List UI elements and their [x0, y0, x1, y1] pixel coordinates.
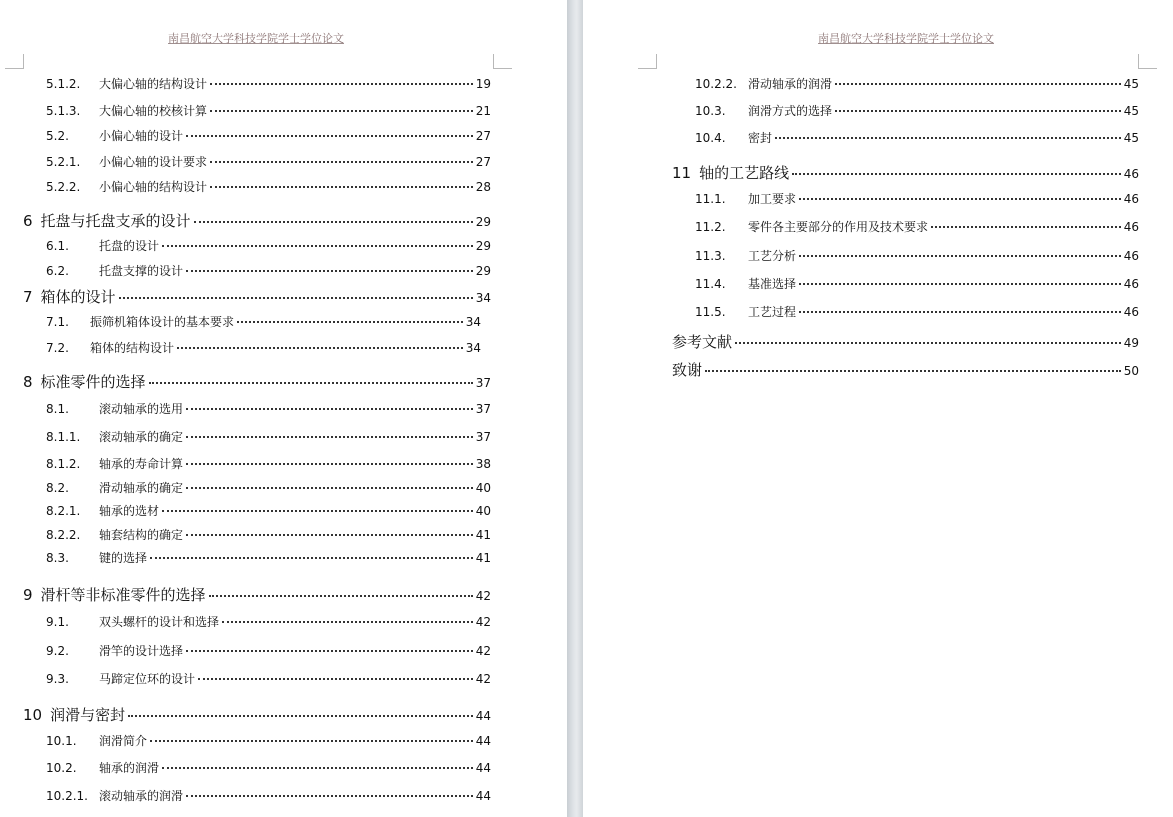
- toc-entry-number: 9.1.: [46, 615, 69, 629]
- page-header: 南昌航空大学科技学院学士学位论文: [168, 32, 344, 45]
- toc-entry[interactable]: [695, 102, 1139, 119]
- dot-leader: [186, 436, 473, 438]
- toc-entry-number: 6.2.: [46, 264, 69, 278]
- toc-entry[interactable]: [46, 75, 491, 92]
- dot-leader: [194, 221, 473, 223]
- toc-entry[interactable]: [46, 732, 491, 749]
- toc-entry-title: 滚动轴承的润滑: [99, 789, 184, 803]
- toc-entry-page-number: 44: [475, 734, 491, 748]
- toc-entry-page-number: 44: [475, 789, 491, 803]
- toc-entry[interactable]: [695, 129, 1139, 146]
- toc-entry-page-number: 27: [475, 129, 491, 143]
- toc-entry-page-number: 40: [475, 504, 491, 518]
- toc-entry-number: 10.2.2.: [695, 77, 737, 91]
- toc-entry[interactable]: [46, 428, 491, 445]
- toc-entry[interactable]: [672, 162, 1139, 183]
- toc-entry-number: 10.2.: [46, 761, 77, 775]
- toc-entry-title: 工艺过程: [748, 305, 797, 319]
- toc-entry-number: 5.2.1.: [46, 155, 81, 169]
- page-gap: [567, 0, 583, 817]
- toc-entry[interactable]: [46, 549, 491, 566]
- toc-entry-number: 8.2.: [46, 481, 69, 495]
- toc-entry-number: 8: [23, 373, 33, 391]
- toc-entry-number: 10.3.: [695, 104, 726, 118]
- toc-entry-page-number: 34: [465, 315, 481, 329]
- dot-leader: [237, 321, 463, 323]
- dot-leader: [799, 283, 1121, 285]
- toc-entry-number: 8.1.2.: [46, 457, 81, 471]
- dot-leader: [162, 767, 473, 769]
- dot-leader: [835, 110, 1121, 112]
- dot-leader: [186, 534, 473, 536]
- toc-entry-title: 参考文献: [672, 333, 733, 351]
- toc-entry-page-number: 37: [475, 376, 491, 390]
- toc-entry-page-number: 41: [475, 528, 491, 542]
- toc-entry-title: 润滑方式的选择: [748, 104, 833, 118]
- toc-entry-page-number: 46: [1123, 192, 1139, 206]
- toc-entry-title: 滑杆等非标准零件的选择: [40, 586, 206, 604]
- toc-entry[interactable]: [695, 247, 1139, 264]
- toc-entry-page-number: 27: [475, 155, 491, 169]
- toc-entry-number: 5.2.2.: [46, 180, 81, 194]
- toc-entry-page-number: 42: [475, 589, 491, 603]
- dot-leader: [149, 382, 473, 384]
- toc-entry-title: 滑竿的设计选择: [99, 644, 184, 658]
- toc-entry-page-number: 42: [475, 672, 491, 686]
- toc-entry-number: 11: [672, 164, 692, 182]
- toc-entry-page-number: 45: [1123, 104, 1139, 118]
- toc-entry[interactable]: [46, 339, 481, 356]
- toc-entry-title: 小偏心轴的设计: [99, 129, 184, 143]
- dot-leader: [162, 245, 473, 247]
- toc-entry-page-number: 40: [475, 481, 491, 495]
- dot-leader: [150, 557, 473, 559]
- toc-entry-page-number: 45: [1123, 131, 1139, 145]
- toc-entry-number: 10: [23, 706, 43, 724]
- toc-entry[interactable]: [672, 331, 1139, 352]
- toc-entry-number: 11.5.: [695, 305, 726, 319]
- toc-entry-page-number: 21: [475, 104, 491, 118]
- dot-leader: [799, 311, 1121, 313]
- dot-leader: [792, 173, 1121, 175]
- toc-entry-page-number: 46: [1123, 249, 1139, 263]
- toc-entry[interactable]: [46, 262, 491, 279]
- toc-entry-number: 11.4.: [695, 277, 726, 291]
- toc-entry-title: 致谢: [672, 361, 703, 379]
- toc-entry-page-number: 29: [475, 215, 491, 229]
- toc-entry-title: 小偏心轴的结构设计: [99, 180, 208, 194]
- table-of-contents: [0, 0, 567, 817]
- toc-entry[interactable]: [46, 526, 491, 543]
- toc-entry-number: 11.1.: [695, 192, 726, 206]
- toc-entry-title: 箱体的设计: [40, 288, 116, 306]
- toc-entry-title: 托盘与托盘支承的设计: [40, 212, 191, 230]
- toc-entry-page-number: 45: [1123, 77, 1139, 91]
- toc-entry-number: 10.4.: [695, 131, 726, 145]
- toc-entry-title: 滚动轴承的选用: [99, 402, 184, 416]
- toc-entry-page-number: 42: [475, 644, 491, 658]
- toc-entry[interactable]: [23, 286, 491, 307]
- toc-entry[interactable]: [46, 313, 481, 330]
- toc-entry-number: 9: [23, 586, 33, 604]
- toc-entry[interactable]: [46, 642, 491, 659]
- toc-entry-title: 轴的工艺路线: [699, 164, 790, 182]
- toc-entry-number: 5.2.: [46, 129, 69, 143]
- toc-entry[interactable]: [23, 584, 491, 605]
- toc-entry-title: 密封: [748, 131, 773, 145]
- toc-entry-number: 7: [23, 288, 33, 306]
- toc-entry[interactable]: [46, 153, 491, 170]
- dot-leader: [177, 347, 463, 349]
- dot-leader: [128, 715, 473, 717]
- toc-entry-title: 振筛机箱体设计的基本要求: [90, 315, 235, 329]
- toc-entry[interactable]: [695, 75, 1139, 92]
- toc-entry-page-number: 37: [475, 430, 491, 444]
- toc-entry-page-number: 34: [465, 341, 481, 355]
- toc-entry[interactable]: [46, 479, 491, 496]
- toc-entry[interactable]: [695, 190, 1139, 207]
- toc-entry-title: 零件各主要部分的作用及技术要求: [748, 220, 929, 234]
- toc-entry-page-number: 50: [1123, 364, 1139, 378]
- toc-entry-title: 润滑与密封: [50, 706, 126, 724]
- toc-entry[interactable]: [695, 303, 1139, 320]
- dot-leader: [210, 186, 473, 188]
- toc-entry-title: 大偏心轴的校核计算: [99, 104, 208, 118]
- dot-leader: [186, 408, 473, 410]
- toc-entry-page-number: 19: [475, 77, 491, 91]
- toc-entry-page-number: 38: [475, 457, 491, 471]
- toc-entry[interactable]: [46, 127, 491, 144]
- dot-leader: [222, 621, 473, 623]
- toc-entry-title: 润滑简介: [99, 734, 148, 748]
- toc-entry-number: 7.2.: [46, 341, 69, 355]
- toc-entry-number: 6: [23, 212, 33, 230]
- dot-leader: [186, 463, 473, 465]
- document-page-right: [583, 0, 1173, 817]
- dot-leader: [931, 226, 1121, 228]
- toc-entry-number: 11.2.: [695, 220, 726, 234]
- toc-entry-number: 8.2.2.: [46, 528, 81, 542]
- toc-entry-title: 托盘的设计: [99, 239, 160, 253]
- dot-leader: [119, 297, 473, 299]
- toc-entry-number: 6.1.: [46, 239, 69, 253]
- toc-entry-title: 轴承的选材: [99, 504, 160, 518]
- toc-entry[interactable]: [695, 218, 1139, 235]
- toc-entry-page-number: 29: [475, 264, 491, 278]
- toc-entry-number: 10.1.: [46, 734, 77, 748]
- toc-entry-number: 5.1.3.: [46, 104, 81, 118]
- toc-entry[interactable]: [695, 275, 1139, 292]
- toc-entry-title: 标准零件的选择: [40, 373, 146, 391]
- dot-leader: [162, 510, 473, 512]
- toc-entry-title: 加工要求: [748, 192, 797, 206]
- dot-leader: [209, 595, 473, 597]
- page-header: 南昌航空大学科技学院学士学位论文: [818, 32, 994, 45]
- toc-entry-title: 托盘支撑的设计: [99, 264, 184, 278]
- toc-entry-title: 滚动轴承的确定: [99, 430, 184, 444]
- toc-entry-page-number: 46: [1123, 277, 1139, 291]
- toc-entry[interactable]: [46, 400, 491, 417]
- toc-entry-page-number: 29: [475, 239, 491, 253]
- dot-leader: [210, 83, 473, 85]
- toc-entry-number: 8.1.: [46, 402, 69, 416]
- toc-entry-number: 8.3.: [46, 551, 69, 565]
- toc-entry-page-number: 49: [1123, 336, 1139, 350]
- toc-entry-page-number: 37: [475, 402, 491, 416]
- toc-entry-number: 7.1.: [46, 315, 69, 329]
- toc-entry-title: 轴套结构的确定: [99, 528, 184, 542]
- toc-entry-page-number: 46: [1123, 220, 1139, 234]
- toc-entry-title: 轴承的润滑: [99, 761, 160, 775]
- toc-entry-page-number: 44: [475, 761, 491, 775]
- dot-leader: [210, 161, 473, 163]
- toc-entry[interactable]: [46, 178, 491, 195]
- toc-entry-title: 轴承的寿命计算: [99, 457, 184, 471]
- toc-entry[interactable]: [46, 237, 491, 254]
- toc-entry-title: 滑动轴承的确定: [99, 481, 184, 495]
- toc-entry-number: 8.1.1.: [46, 430, 81, 444]
- toc-entry[interactable]: [23, 704, 491, 725]
- toc-entry-page-number: 44: [475, 709, 491, 723]
- dot-leader: [735, 342, 1121, 344]
- toc-entry-title: 马蹄定位环的设计: [99, 672, 196, 686]
- toc-entry-number: 8.2.1.: [46, 504, 81, 518]
- toc-entry-title: 双头螺杆的设计和选择: [99, 615, 220, 629]
- toc-entry[interactable]: [46, 759, 491, 776]
- dot-leader: [186, 135, 473, 137]
- dot-leader: [775, 137, 1121, 139]
- toc-entry-page-number: 42: [475, 615, 491, 629]
- toc-entry-title: 基准选择: [748, 277, 797, 291]
- dot-leader: [186, 650, 473, 652]
- toc-entry[interactable]: [23, 371, 491, 392]
- toc-entry[interactable]: [46, 670, 491, 687]
- dot-leader: [150, 740, 473, 742]
- toc-entry[interactable]: [46, 502, 491, 519]
- toc-entry-title: 大偏心轴的结构设计: [99, 77, 208, 91]
- toc-entry-title: 滑动轴承的润滑: [748, 77, 833, 91]
- table-of-contents: [583, 0, 1173, 817]
- dot-leader: [186, 487, 473, 489]
- dot-leader: [198, 678, 473, 680]
- document-page-left: [0, 0, 567, 817]
- toc-entry[interactable]: [46, 613, 491, 630]
- toc-entry-page-number: 28: [475, 180, 491, 194]
- toc-entry-page-number: 34: [475, 291, 491, 305]
- toc-entry-title: 小偏心轴的设计要求: [99, 155, 208, 169]
- toc-entry-number: 9.3.: [46, 672, 69, 686]
- toc-entry-title: 工艺分析: [748, 249, 797, 263]
- toc-entry[interactable]: [46, 102, 491, 119]
- dot-leader: [799, 255, 1121, 257]
- dot-leader: [835, 83, 1121, 85]
- toc-entry-title: 箱体的结构设计: [90, 341, 175, 355]
- toc-entry-number: 11.3.: [695, 249, 726, 263]
- toc-entry-number: 5.1.2.: [46, 77, 81, 91]
- toc-entry-page-number: 41: [475, 551, 491, 565]
- toc-entry[interactable]: [23, 210, 491, 231]
- dot-leader: [210, 110, 473, 112]
- dot-leader: [186, 270, 473, 272]
- toc-entry-page-number: 46: [1123, 167, 1139, 181]
- toc-entry-number: 10.2.1.: [46, 789, 88, 803]
- dot-leader: [705, 370, 1121, 372]
- toc-entry-page-number: 46: [1123, 305, 1139, 319]
- dot-leader: [186, 795, 473, 797]
- toc-entry-title: 键的选择: [99, 551, 148, 565]
- toc-entry[interactable]: [46, 455, 491, 472]
- toc-entry[interactable]: [672, 359, 1139, 380]
- dot-leader: [799, 198, 1121, 200]
- toc-entry[interactable]: [46, 787, 491, 804]
- toc-entry-number: 9.2.: [46, 644, 69, 658]
